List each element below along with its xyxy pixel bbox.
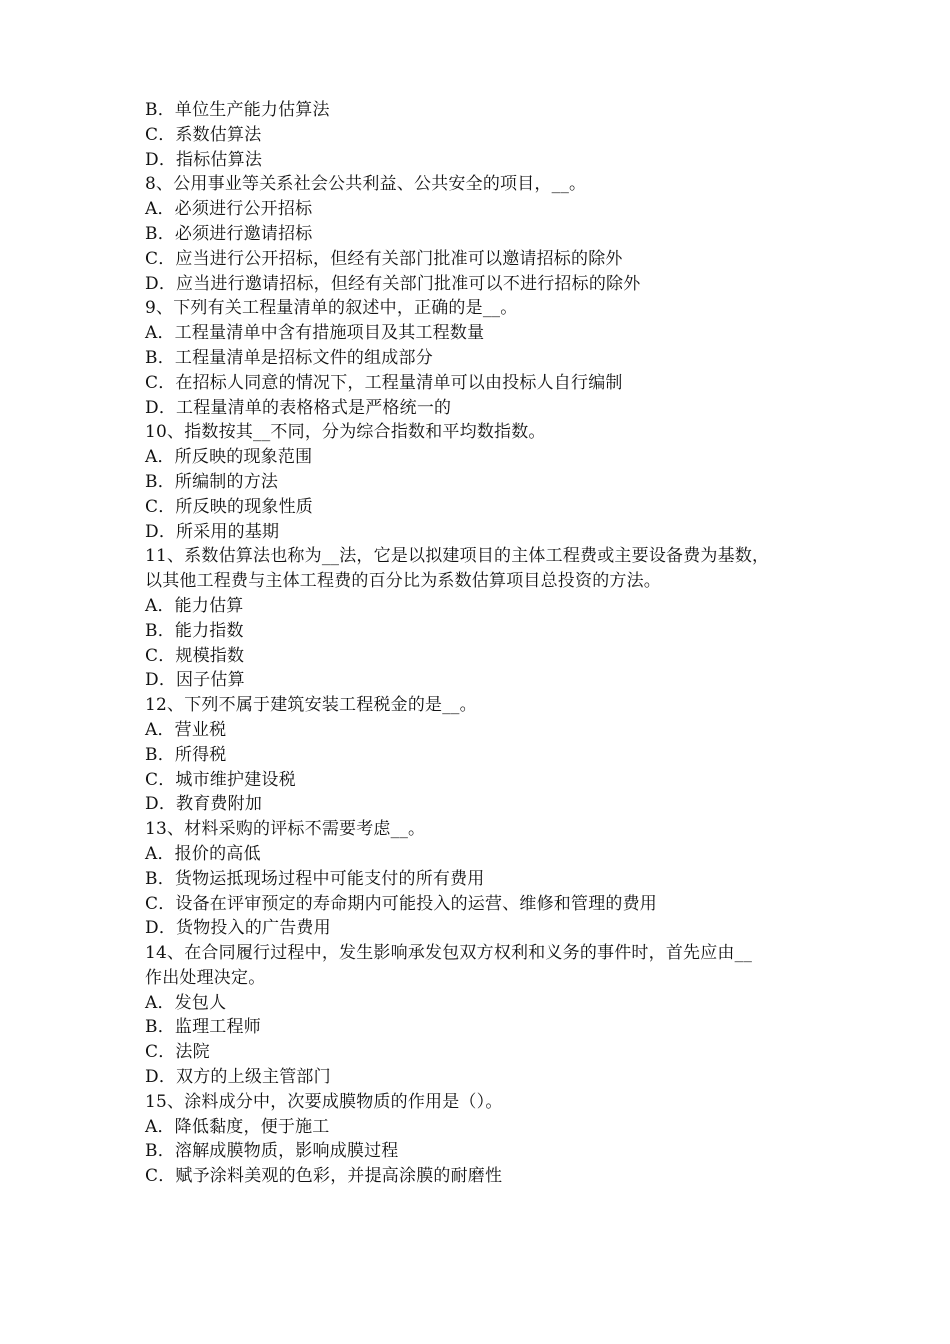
text-line: D．货物投入的广告费用 bbox=[145, 918, 331, 939]
text-line: 9、下列有关工程量清单的叙述中，正确的是__。 bbox=[145, 298, 518, 319]
text-line: B．监理工程师 bbox=[145, 1017, 261, 1038]
text-line: C．设备在评审预定的寿命期内可能投入的运营、维修和管理的费用 bbox=[145, 893, 658, 914]
text-line: D．教育费附加 bbox=[145, 794, 263, 815]
text-line: 12、下列不属于建筑安装工程税金的是__。 bbox=[145, 695, 477, 716]
text-line: C．城市维护建设税 bbox=[145, 769, 296, 790]
text-line: 15、涂料成分中，次要成膜物质的作用是（）。 bbox=[145, 1091, 503, 1112]
text-line: C．所反映的现象性质 bbox=[145, 496, 314, 517]
text-line: D．双方的上级主管部门 bbox=[145, 1067, 331, 1088]
text-line: A．发包人 bbox=[145, 992, 227, 1013]
text-line: D．指标估算法 bbox=[145, 149, 263, 170]
text-line: 13、材料采购的评标不需要考虑__。 bbox=[145, 819, 426, 840]
text-line: D．工程量清单的表格格式是严格统一的 bbox=[145, 397, 452, 418]
text-line: B．单位生产能力估算法 bbox=[145, 100, 330, 120]
text-line: A．工程量清单中含有措施项目及其工程数量 bbox=[145, 323, 485, 344]
text-line: A．降低黏度，便于施工 bbox=[145, 1116, 330, 1137]
text-line: A．必须进行公开招标 bbox=[145, 199, 313, 220]
text-line: D．应当进行邀请招标，但经有关部门批准可以不进行招标的除外 bbox=[145, 273, 641, 294]
text-line: B．能力指数 bbox=[145, 620, 244, 641]
text-line: B．所得税 bbox=[145, 744, 227, 765]
text-line: C．规模指数 bbox=[145, 645, 245, 666]
text-line: C．在招标人同意的情况下，工程量清单可以由投标人自行编制 bbox=[145, 372, 623, 393]
text-line: B．所编制的方法 bbox=[145, 471, 279, 492]
text-line: D．因子估算 bbox=[145, 670, 245, 691]
text-line: B．必须进行邀请招标 bbox=[145, 223, 313, 244]
text-line: 以其他工程费与主体工程费的百分比为系数估算项目总投资的方法。 bbox=[145, 571, 661, 592]
text-line: 14、在合同履行过程中，发生影响承发包双方权利和义务的事件时，首先应由__ bbox=[145, 943, 753, 964]
text-line: C．赋予涂料美观的色彩，并提高涂膜的耐磨性 bbox=[145, 1166, 503, 1187]
text-line: A．报价的高低 bbox=[145, 843, 261, 864]
text-line: 8、公用事业等关系社会公共利益、公共安全的项目，__。 bbox=[145, 174, 587, 195]
text-line: C．法院 bbox=[145, 1042, 210, 1063]
text-line: D．所采用的基期 bbox=[145, 521, 280, 542]
text-line: B．货物运抵现场过程中可能支付的所有费用 bbox=[145, 868, 485, 889]
text-line: B．工程量清单是招标文件的组成部分 bbox=[145, 347, 433, 368]
document-page bbox=[145, 98, 825, 1189]
text-line: A．能力估算 bbox=[145, 595, 244, 616]
text-line: 作出处理决定。 bbox=[145, 967, 266, 988]
text-line: A．所反映的现象范围 bbox=[145, 447, 313, 468]
text-line: A．营业税 bbox=[145, 719, 227, 740]
text-line: 10、指数按其__不同，分为综合指数和平均数指数。 bbox=[145, 422, 546, 443]
text-line: 11、系数估算法也称为__法，它是以拟建项目的主体工程费或主要设备费为基数， bbox=[145, 546, 770, 567]
text-line: C．应当进行公开招标，但经有关部门批准可以邀请招标的除外 bbox=[145, 248, 623, 269]
text-line: B．溶解成膜物质，影响成膜过程 bbox=[145, 1141, 399, 1162]
text-line: C．系数估算法 bbox=[145, 124, 262, 145]
